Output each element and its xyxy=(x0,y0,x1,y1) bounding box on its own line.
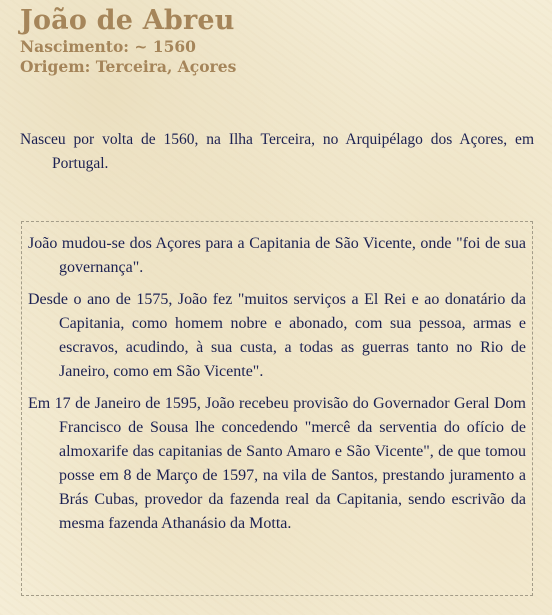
origin-info: Origem: Terceira, Açores xyxy=(20,57,237,76)
person-header xyxy=(20,4,236,77)
intro-paragraph: Nasceu por volta de 1560, na Ilha Terceira, no Arquipélago dos Açores, em Portugal. xyxy=(20,131,534,172)
birth-info: Nascimento: ~ 1560 xyxy=(20,37,196,56)
biography-paragraph: Desde o ano de 1575, João fez "muitos serviços a El Rei e ao donatário da Capitania, como homem nobre e abonado, com sua pessoa, armas e escravos, acudindo, à sua custa, a todas as guerras tanto no Rio de Janeiro, como em São Vicente". xyxy=(28,291,526,380)
biography-paragraph: João mudou-se dos Açores para a Capitania de São Vicente, onde "foi de sua governança". xyxy=(28,235,526,276)
person-name: João de Abreu xyxy=(20,5,235,36)
biography-box xyxy=(21,221,533,596)
biography-paragraph: Em 17 de Janeiro de 1595, João recebeu provisão do Governador Geral Dom Francisco de Sousa lhe concedendo "mercê da serventia do ofício de almoxarife das capitanias de Santo Amaro e São Vicente", de que tomou posse em 8 de Março de 1597, na vila de Santos, prestando juramento a Brás Cubas, provedor da fazenda real da Capitania, sendo escrivão da mesma fazenda Athanásio da Motta. xyxy=(28,395,526,532)
